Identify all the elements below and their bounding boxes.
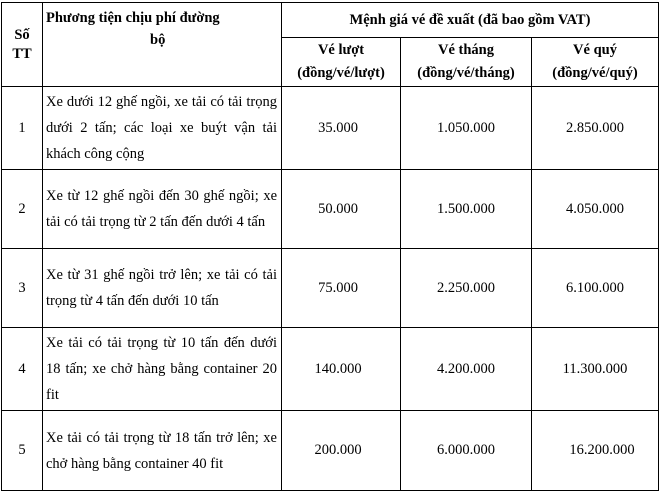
row-stt: 2 — [2, 170, 43, 249]
row-monthly: 1.050.000 — [401, 87, 532, 170]
header-per-trip-line1: Vé lượt — [317, 42, 365, 58]
row-quarterly: 11.300.000 — [532, 328, 659, 411]
row-stt: 5 — [2, 411, 43, 491]
header-monthly-line2: (đồng/vé/tháng) — [417, 65, 515, 81]
header-quarterly-line1: Vé quý — [573, 42, 617, 58]
header-monthly — [401, 38, 532, 87]
table-row — [2, 328, 659, 411]
row-monthly: 6.000.000 — [401, 411, 532, 491]
header-per-trip — [282, 38, 401, 87]
header-vehicle-line1: Phương tiện chịu phí đường — [46, 10, 220, 26]
row-vehicle: Xe tải có tải trọng từ 10 tấn đến dưới 18 tấn; xe chở hàng bằng container 20 fit — [43, 328, 282, 411]
row-per-trip: 35.000 — [282, 87, 401, 170]
row-vehicle: Xe dưới 12 ghế ngồi, xe tải có tải trọng dưới 2 tấn; các loại xe buýt vận tải khách công cộng — [43, 87, 282, 170]
header-stt — [2, 3, 43, 87]
toll-fee-table — [1, 2, 659, 491]
row-monthly: 2.250.000 — [401, 249, 532, 328]
header-quarterly — [532, 38, 659, 87]
row-monthly: 4.200.000 — [401, 328, 532, 411]
table-row — [2, 249, 659, 328]
row-stt: 4 — [2, 328, 43, 411]
row-per-trip: 200.000 — [282, 411, 401, 491]
header-quarterly-line2: (đồng/vé/quý) — [552, 65, 638, 81]
row-quarterly: 4.050.000 — [532, 170, 659, 249]
row-quarterly: 6.100.000 — [532, 249, 659, 328]
row-vehicle: Xe tải có tải trọng từ 18 tấn trở lên; xe chở hàng bằng container 40 fit — [43, 411, 282, 491]
row-per-trip: 140.000 — [282, 328, 401, 411]
row-stt: 3 — [2, 249, 43, 328]
header-vehicle-line2: bộ — [150, 32, 166, 48]
header-monthly-line1: Vé tháng — [438, 42, 494, 58]
table-row — [2, 411, 659, 491]
row-per-trip: 50.000 — [282, 170, 401, 249]
header-stt-line2: TT — [12, 45, 32, 62]
row-quarterly: 16.200.000 — [532, 411, 659, 491]
row-quarterly: 2.850.000 — [532, 87, 659, 170]
header-vehicle — [43, 3, 282, 87]
row-vehicle: Xe từ 12 ghế ngồi đến 30 ghế ngồi; xe tải có tải trọng từ 2 tấn đến dưới 4 tấn — [43, 170, 282, 249]
table-row — [2, 87, 659, 170]
header-per-trip-line2: (đồng/vé/lượt) — [297, 65, 385, 81]
row-monthly: 1.500.000 — [401, 170, 532, 249]
row-per-trip: 75.000 — [282, 249, 401, 328]
table-row — [2, 170, 659, 249]
row-vehicle: Xe từ 31 ghế ngồi trở lên; xe tải có tải trọng từ 4 tấn đến dưới 10 tấn — [43, 249, 282, 328]
header-price-group: Mệnh giá vé đề xuất (đã bao gồm VAT) — [282, 3, 659, 38]
header-stt-line1: Số — [14, 26, 30, 43]
row-stt: 1 — [2, 87, 43, 170]
